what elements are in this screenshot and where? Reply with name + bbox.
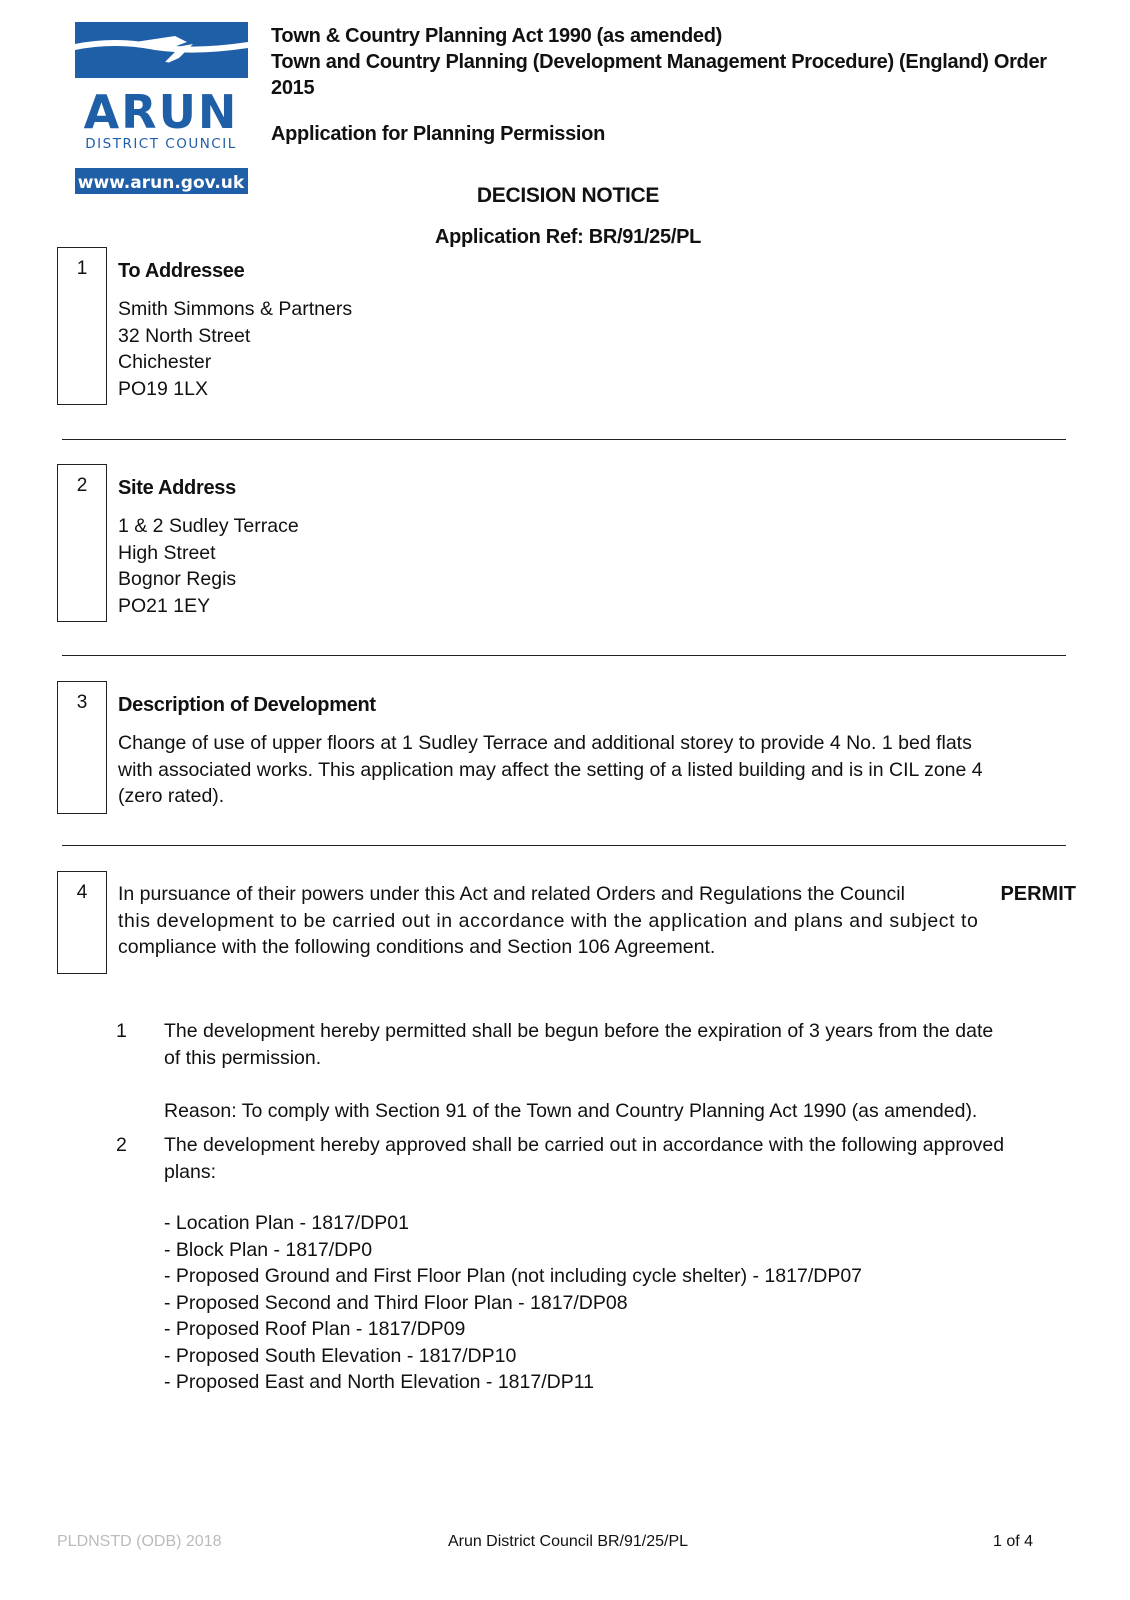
addressee-section: [118, 258, 352, 402]
plan-item: - Proposed South Elevation - 1817/DP10: [164, 1344, 517, 1367]
application-ref: Application Ref: BR/91/25/PL: [434, 226, 702, 248]
decision-line: compliance with the following conditions and Section 106 Agreement.: [118, 936, 716, 958]
arun-logo: [75, 22, 248, 199]
plan-item: - Proposed Second and Third Floor Plan - 1817/DP08: [164, 1291, 628, 1314]
section-number: 1: [76, 258, 88, 279]
condition-1: [164, 1018, 993, 1125]
divider: [62, 439, 1066, 440]
plans-list: [164, 1210, 1004, 1396]
address-line: 1 & 2 Sudley Terrace: [118, 515, 299, 537]
site-address-section: [118, 475, 299, 619]
divider: [62, 655, 1066, 656]
application-type: Application for Planning Permission: [271, 123, 605, 145]
logo-subtitle: DISTRICT COUNCIL: [85, 136, 237, 152]
decision-text: In pursuance of their powers under this Act and related Orders and Regulations the Council: [118, 883, 905, 905]
address-line: Smith Simmons & Partners: [118, 298, 353, 320]
header-year-line: 2015: [271, 77, 315, 99]
decision-line: this development to be carried out in accordance with the application and plans and subject to: [118, 909, 979, 932]
page-title: DECISION NOTICE: [476, 184, 660, 207]
footer-template-code: PLDNSTD (ODB) 2018: [57, 1533, 222, 1550]
address-line: Chichester: [118, 351, 212, 373]
condition-2: [164, 1132, 1004, 1396]
plan-item: - Location Plan - 1817/DP01: [164, 1212, 409, 1234]
description-line: Change of use of upper floors at 1 Sudley Terrace and additional storey to provide 4 No. 1 bed flats: [118, 732, 972, 754]
section-number: 2: [76, 475, 88, 496]
section-heading: Site Address: [118, 477, 236, 499]
condition-line: The development hereby approved shall be carried out in accordance with the following approved: [164, 1134, 1005, 1156]
address-line: Bognor Regis: [118, 568, 237, 590]
condition-line: plans:: [164, 1160, 217, 1183]
section-heading: Description of Development: [118, 694, 376, 716]
condition-number: 1: [116, 1020, 127, 1042]
section-number-box: [57, 247, 107, 405]
plan-item: - Proposed Roof Plan - 1817/DP09: [164, 1318, 466, 1340]
divider: [62, 845, 1066, 846]
section-number-box: [57, 871, 107, 974]
section-number: 3: [76, 692, 88, 713]
footer-reference: Arun District Council BR/91/25/PL: [447, 1533, 689, 1550]
description-line: (zero rated).: [118, 785, 225, 807]
header-order-line: Town and Country Planning (Development Management Procedure) (England) Order: [271, 51, 1047, 73]
description-line: with associated works. This application may affect the setting of a listed building and is in CIL zone 4: [118, 758, 983, 781]
address-line: PO19 1LX: [118, 377, 208, 400]
plan-item: - Proposed East and North Elevation - 1817/DP11: [164, 1371, 594, 1393]
plan-item: - Block Plan - 1817/DP0: [164, 1238, 373, 1261]
logo-name: ARUN: [83, 85, 239, 139]
condition-line: The development hereby permitted shall be begun before the expiration of 3 years from the date: [164, 1020, 994, 1042]
description-section: [118, 692, 983, 810]
section-number-box: [57, 681, 107, 814]
logo-url: www.arun.gov.uk: [77, 173, 245, 193]
decision-value: PERMIT: [1000, 883, 1076, 905]
page-number: 1 of 4: [993, 1533, 1034, 1550]
section-heading: To Addressee: [118, 260, 245, 282]
condition-reason: Reason: To comply with Section 91 of the Town and Country Planning Act 1990 (as amended).: [164, 1100, 978, 1122]
address-line: High Street: [118, 541, 216, 564]
header-act-line: Town & Country Planning Act 1990 (as amended): [271, 25, 723, 47]
plan-item: - Proposed Ground and First Floor Plan (not including cycle shelter) - 1817/DP07: [164, 1265, 863, 1287]
decision-section: [118, 881, 1076, 961]
section-number: 4: [76, 882, 88, 903]
condition-number: 2: [116, 1134, 127, 1156]
condition-line: of this permission.: [164, 1046, 322, 1069]
address-line: 32 North Street: [118, 324, 251, 347]
address-line: PO21 1EY: [118, 594, 211, 617]
section-number-box: [57, 464, 107, 622]
logo-waves-icon: [75, 22, 248, 194]
